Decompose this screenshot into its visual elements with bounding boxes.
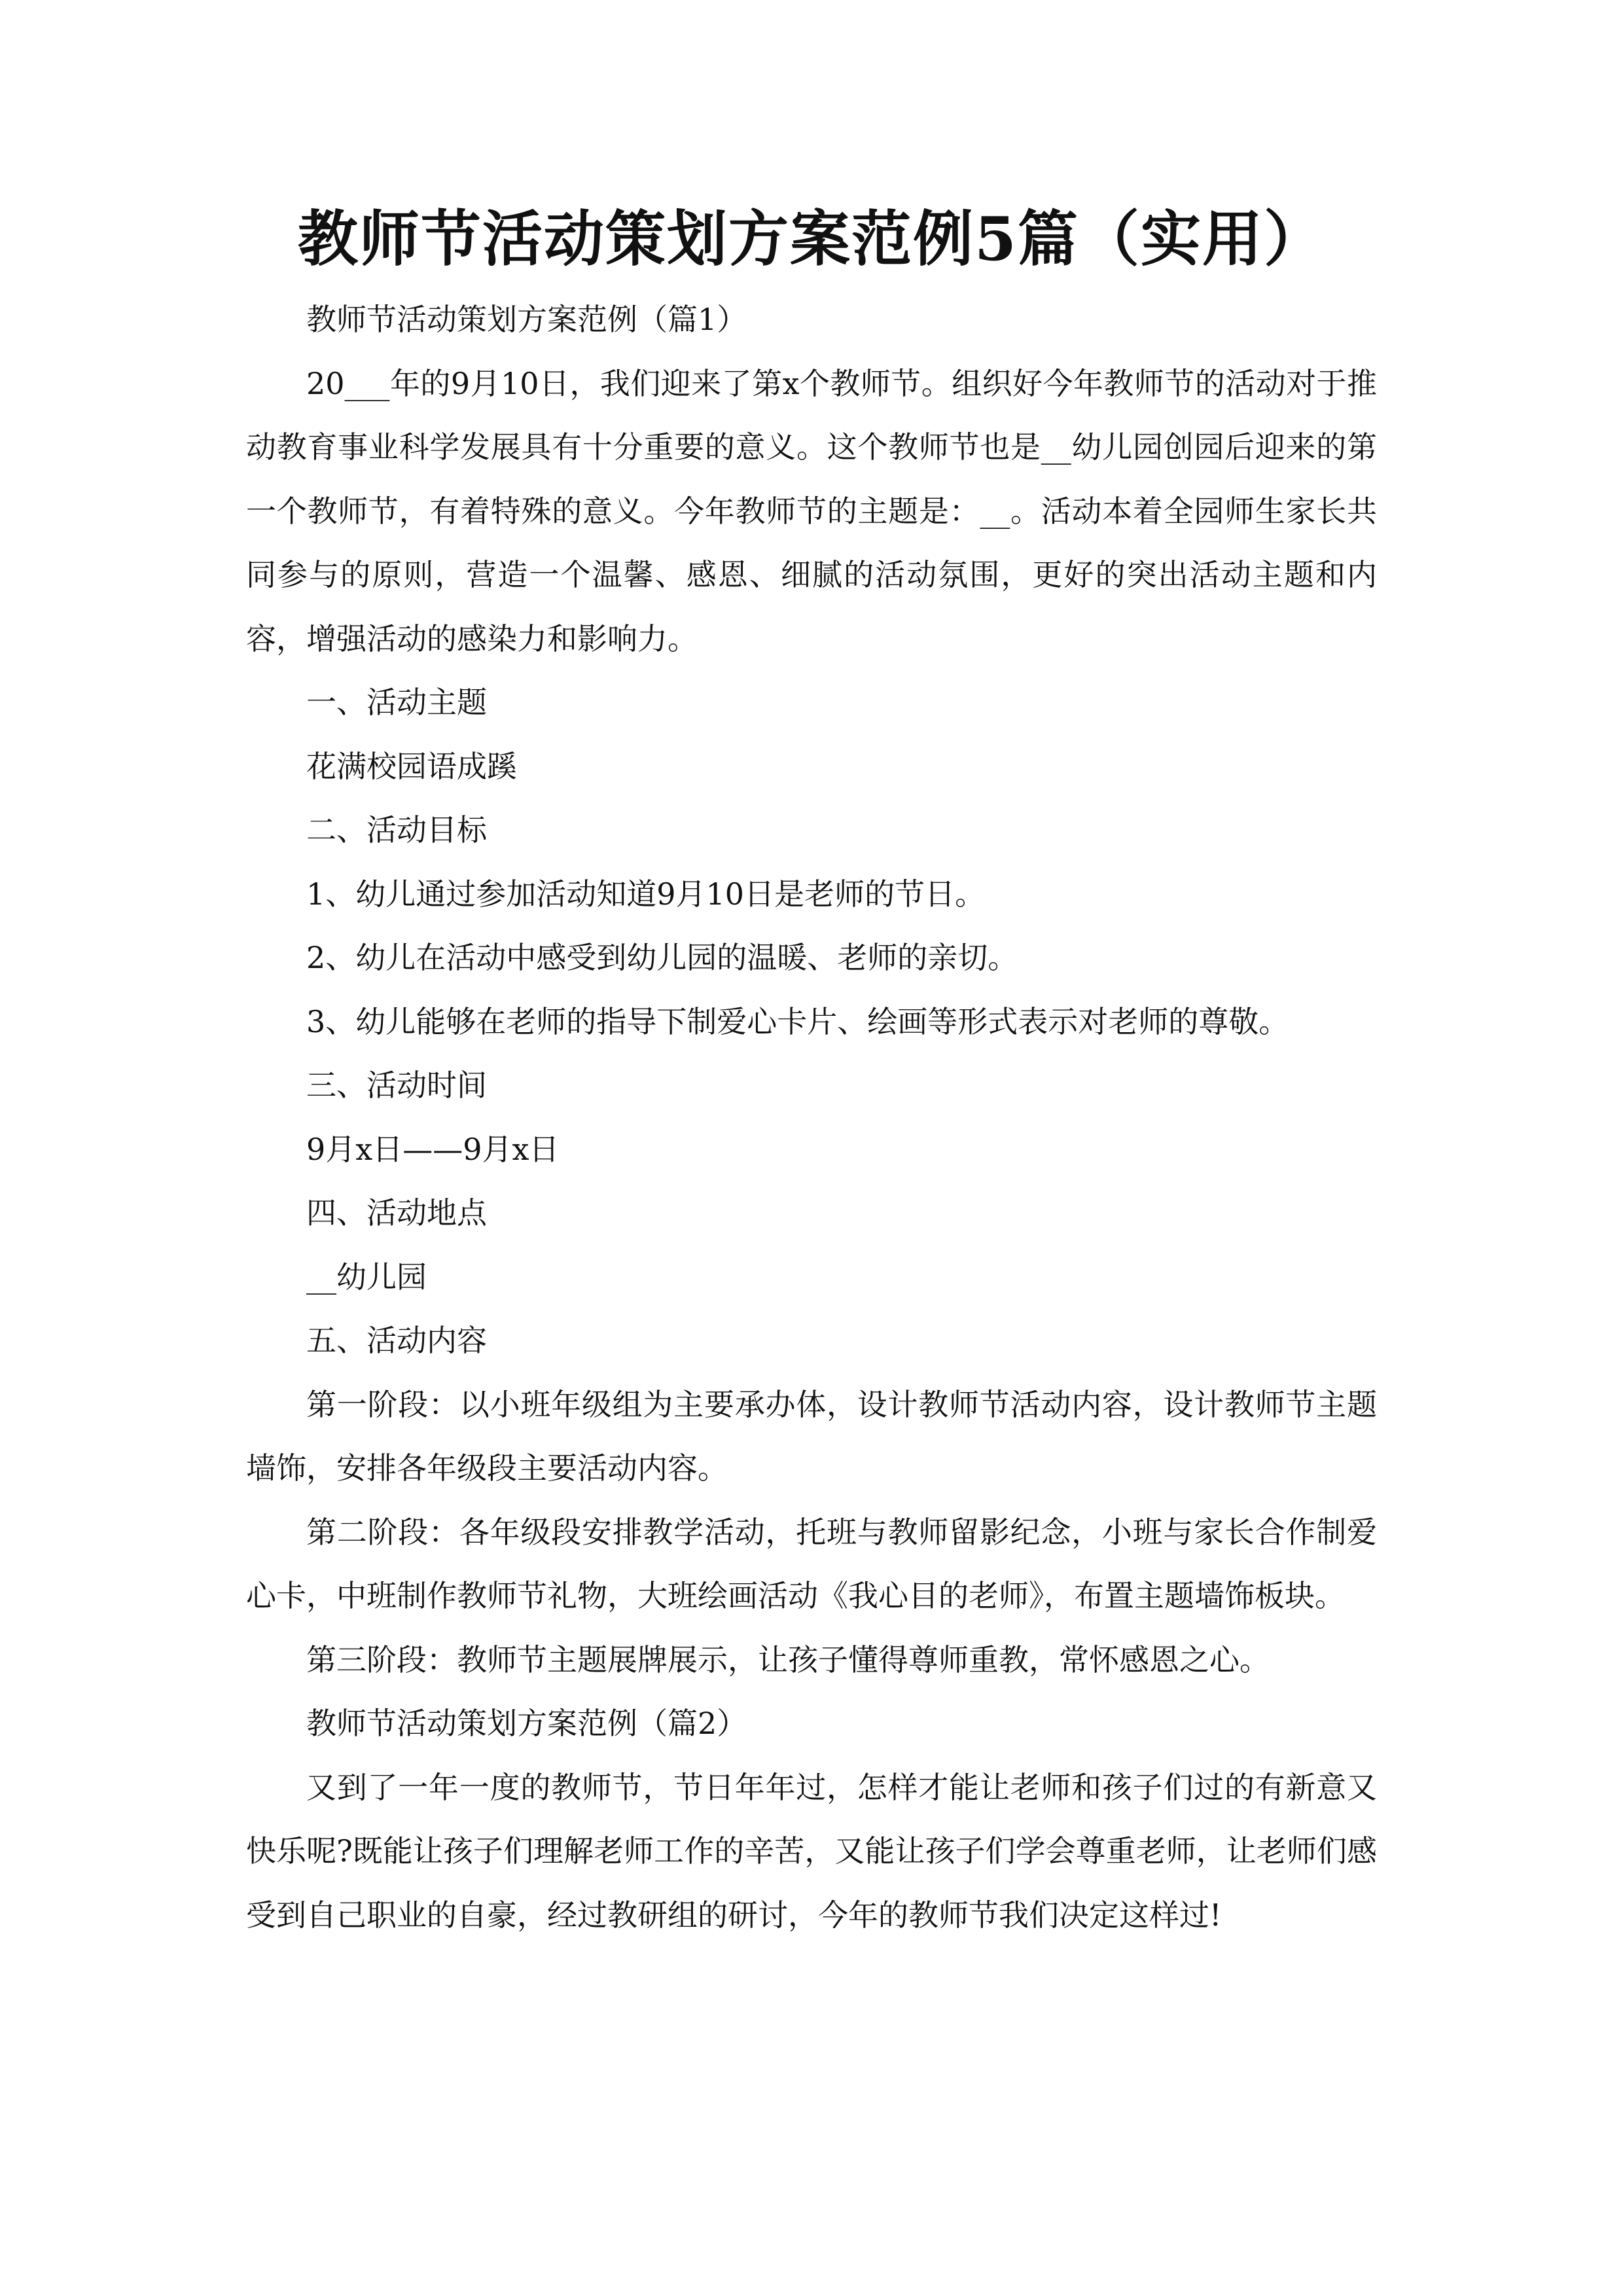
- heading-goals: 二、活动目标: [306, 812, 487, 848]
- stage-2-paragraph: 第二阶段：各年级段安排教学活动，托班与教师留影纪念，小班与家长合作制爱心卡，中班制作教师节礼物，大班绘画活动《我心目的老师》，布置主题墙饰板块。: [246, 1514, 1377, 1613]
- heading-location: 四、活动地点: [306, 1195, 487, 1230]
- section-heading-part-2: 教师节活动策划方案范例（篇2）: [306, 1706, 747, 1741]
- heading-theme: 一、活动主题: [306, 685, 487, 720]
- intro-paragraph: 20___年的9月10日，我们迎来了第x个教师节。组织好今年教师节的活动对于推动教育事业科学发展具有十分重要的意义。这个教师节也是__幼儿园创园后迎来的第一个教师节，有着特殊的意义。今年教师节的主题是：__。活动本着全园师生家长共同参与的原则，营造一个温馨、感恩、细腻的活动氛围，更好的突出活动主题和内容，增强活动的感染力和影响力。: [246, 365, 1377, 656]
- heading-content: 五、活动内容: [306, 1323, 487, 1358]
- time-text: 9月x日——9月x日: [306, 1131, 560, 1167]
- section-heading-part-1: 教师节活动策划方案范例（篇1）: [306, 302, 747, 337]
- part-2-intro-paragraph: 又到了一年一度的教师节，节日年年过，怎样才能让老师和孩子们过的有新意又快乐呢?既能让孩子们理解老师工作的辛苦，又能让孩子们学会尊重老师，让老师们感受到自己职业的自豪，经过教研组的研讨，今年的教师节我们决定这样过!: [246, 1769, 1377, 1933]
- goal-item-3: 3、幼儿能够在老师的指导下制爱心卡片、绘画等形式表示对老师的尊敬。: [306, 1003, 1289, 1039]
- location-text: __幼儿园: [306, 1259, 427, 1295]
- goal-item-1: 1、幼儿通过参加活动知道9月10日是老师的节日。: [306, 876, 986, 912]
- heading-time: 三、活动时间: [306, 1067, 487, 1103]
- document-body: [246, 288, 1377, 1947]
- goal-item-2: 2、幼儿在活动中感受到幼儿园的温暖、老师的亲切。: [306, 940, 1018, 975]
- stage-1-paragraph: 第一阶段：以小班年级组为主要承办体，设计教师节活动内容，设计教师节主题墙饰，安排各年级段主要活动内容。: [246, 1386, 1377, 1486]
- theme-text: 花满校园语成蹊: [306, 748, 517, 784]
- document-title: 教师节活动策划方案范例5篇（实用）: [297, 204, 1325, 274]
- stage-3-paragraph: 第三阶段：教师节主题展牌展示，让孩子懂得尊师重教，常怀感恩之心。: [306, 1641, 1270, 1677]
